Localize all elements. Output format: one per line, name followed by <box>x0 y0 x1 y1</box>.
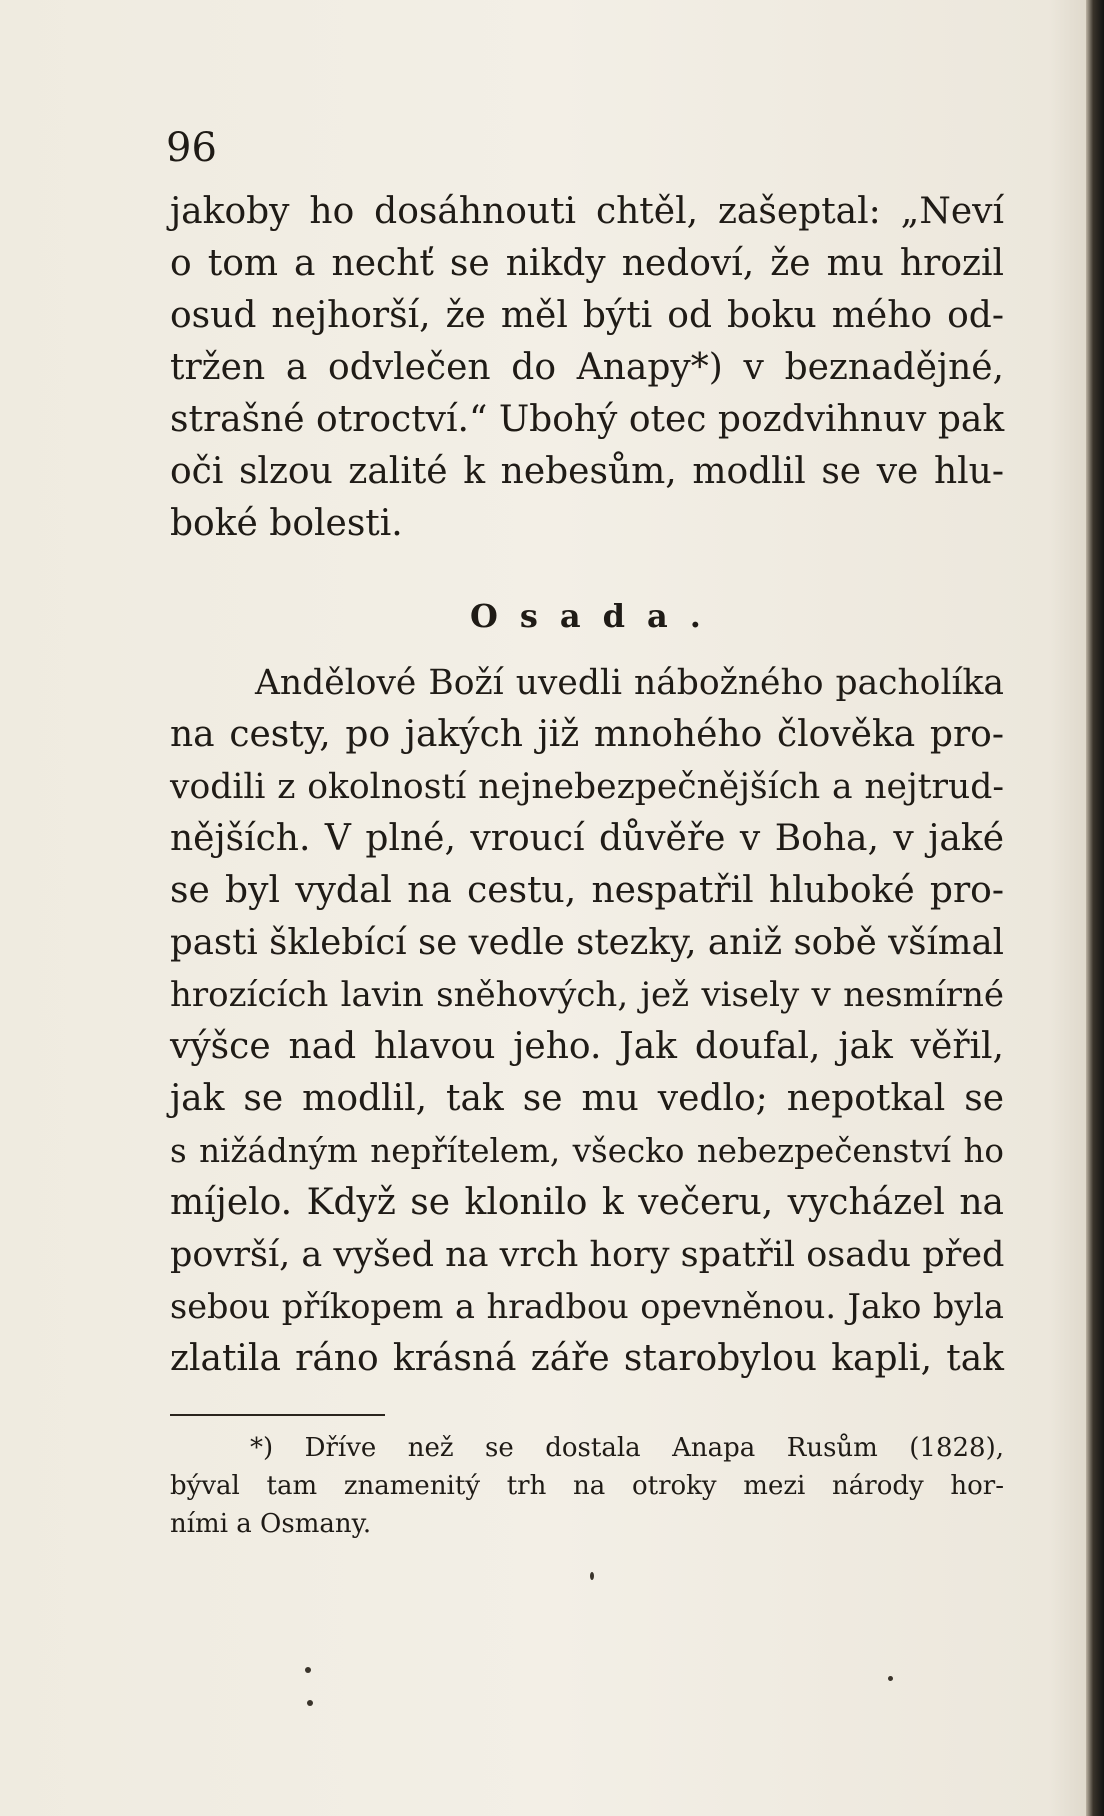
text-line: výšce nad hlavou jeho. Jak doufal, jak věřil, <box>170 1026 1004 1067</box>
text-line: s nižádným nepřítelem, všecko nebezpečenství ho <box>170 1132 1004 1170</box>
text-line: hrozících lavin sněhových, jež visely v nesmírné <box>170 975 1004 1015</box>
paper-speck <box>590 1572 594 1580</box>
text-line: Andělové Boží uvedli nábožného pacholíka <box>255 663 1004 703</box>
text-line: se byl vydal na cestu, nespatřil hluboké pro- <box>170 870 1004 911</box>
book-spine-edge <box>1086 0 1104 1816</box>
text-line: zlatila ráno krásná záře starobylou kapli, tak <box>170 1338 1004 1379</box>
paragraph-main <box>170 657 1004 1385</box>
text-line: nějších. V plné, vroucí důvěře v Boha, v jaké <box>170 818 1004 859</box>
footnote-divider <box>170 1414 385 1416</box>
paper-speck <box>305 1667 311 1673</box>
paper-speck <box>888 1676 893 1681</box>
text-line: površí, a vyšed na vrch hory spatřil osadu před <box>170 1235 1005 1275</box>
text-line: na cesty, po jakých již mnohého člověka pro- <box>170 714 1004 755</box>
text-line: jakoby ho dosáhnouti chtěl, zašeptal: „Neví <box>170 191 1004 232</box>
footnote-line: ními a Osmany. <box>170 1509 372 1539</box>
text-line: o tom a nechť se nikdy nedoví, že mu hrozil <box>170 243 1004 284</box>
text-line: vodili z okolností nejnebezpečnějších a nejtrud- <box>170 767 1004 807</box>
text-line: míjelo. Když se klonilo k večeru, vycházel na <box>170 1182 1004 1223</box>
paper-speck <box>307 1700 313 1706</box>
text-line: jak se modlil, tak se mu vedlo; nepotkal se <box>170 1078 1004 1119</box>
paragraph-continuation <box>170 186 1004 550</box>
text-line: oči slzou zalité k nebesům, modlil se ve hlu- <box>170 451 1004 492</box>
footnote-line: *) Dříve než se dostala Anapa Rusům (1828), <box>250 1433 1004 1463</box>
footnote <box>170 1429 1004 1543</box>
text-line: sebou příkopem a hradbou opevněnou. Jako byla <box>170 1287 1004 1326</box>
text-line: pasti šklebící se vedle stezky, aniž sobě všímal <box>170 922 1004 963</box>
page-number: 96 <box>166 125 217 171</box>
footnote-line: býval tam znamenitý trh na otroky mezi národy hor- <box>170 1471 1004 1501</box>
text-line: strašné otroctví.“ Ubohý otec pozdvihnuv pak <box>170 399 1005 440</box>
text-line: boké bolesti. <box>170 503 403 544</box>
text-line: osud nejhorší, že měl býti od boku mého od- <box>170 295 1004 336</box>
section-heading: Osada. <box>470 597 723 635</box>
text-line: tržen a odvlečen do Anapy*) v beznadějné, <box>170 347 1004 388</box>
